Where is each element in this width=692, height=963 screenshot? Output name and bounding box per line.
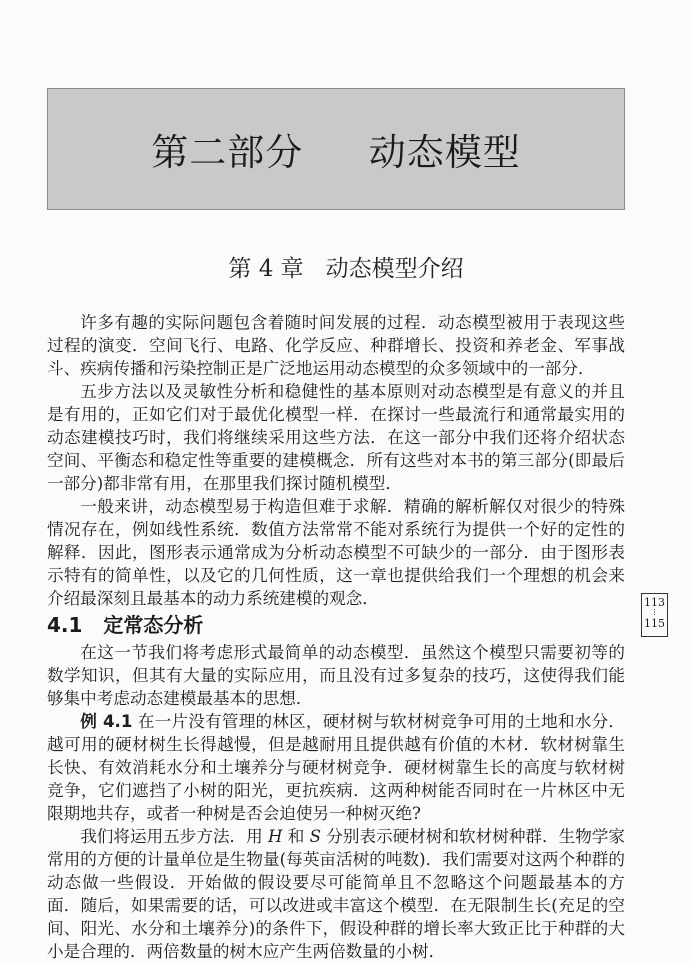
example-paragraph xyxy=(47,710,625,825)
part-banner xyxy=(47,88,625,210)
original-page-reference xyxy=(641,593,668,637)
paragraph: 在这一节我们将考虑形式最简单的动态模型．虽然这个模型只需要初等的数学知识，但其有大量的实际应用，而且没有过多复杂的技巧，这使得我们能够集中考虑动态建模最基本的思想． xyxy=(47,643,625,708)
page-body xyxy=(47,311,625,963)
example-text: 在一片没有管理的林区，硬材树与软材树竞争可用的土地和水分．越可用的硬材树生长得越慢，但是越耐用且提供越有价值的木材．软材树靠生长快、有效消耗水分和土壤养分与硬材树竞争．硬材树靠生长的高度与软材树竞争，它们遮挡了小树的阳光，更抗疾病．这两种树能否同时在一片林区中无限期地共存，或者一种树是否会迫使另一种树灭绝? xyxy=(47,712,625,823)
paragraph: 一般来讲，动态模型易于构造但难于求解．精确的解析解仅对很少的特殊情况存在，例如线性系统．数值方法常常不能对系统行为提供一个好的定性的解释．因此，图形表示通常成为分析动态模型不可缺少的一部分．由于图形表示特有的简单性，以及它的几何性质，这一章也提供给我们一个理想的机会来介绍最深刻且最基本的动力系统建模的观念． xyxy=(47,497,625,608)
paragraph: 五步方法以及灵敏性分析和稳健性的基本原则对动态模型是有意义的并且是有用的，正如它们对于最优化模型一样．在探讨一些最流行和通常最实用的动态建模技巧时，我们将继续采用这些方法．在这一部分中我们还将介绍状态空间、平衡态和稳定性等重要的建模概念．所有这些对本书的第三部分(即最后一部分)都非常有用，在那里我们探讨随机模型． xyxy=(47,382,625,493)
page-ref-separator: ⁞ xyxy=(653,608,656,617)
example-label: 例 4.1 xyxy=(80,712,133,731)
text: 我们将运用五步方法．用 xyxy=(80,827,268,846)
text: 分别表示硬材树和软材树种群．生物学家常用的方便的计量单位是生物量(每英亩活树的吨数)．我们需要对这两个种群的动态做一些假设．开始做的假设要尽可能简单且不忽略这个问题最基本的方面．随后，如果需要的话，可以改进或丰富这个模型．在无限制生长(充足的空间、阳光、水分和土壤养分)的条件下，假设种群的增长率大致正比于种群的大小是合理的．两倍数量的树木应产生两倍数量的小树． xyxy=(47,827,625,961)
section-heading: 4.1 定常态分析 xyxy=(47,613,204,637)
part-title: 第二部分 动态模型 xyxy=(151,131,521,174)
paragraph xyxy=(47,825,625,963)
paragraph: 许多有趣的实际问题包含着随时间发展的过程．动态模型被用于表现这些过程的演变．空间飞行、电路、化学反应、种群增长、投资和养老金、军事战斗、疾病传播和污染控制正是广泛地运用动态模型的众多领域中的一部分． xyxy=(47,313,625,378)
page-ref-end: 115 xyxy=(644,617,665,630)
variable-h: H xyxy=(268,827,283,846)
variable-s: S xyxy=(309,827,322,846)
chapter-title: 第 4 章 动态模型介绍 xyxy=(228,256,464,282)
text: 和 xyxy=(282,827,310,846)
page-ref-start: 113 xyxy=(644,596,665,609)
